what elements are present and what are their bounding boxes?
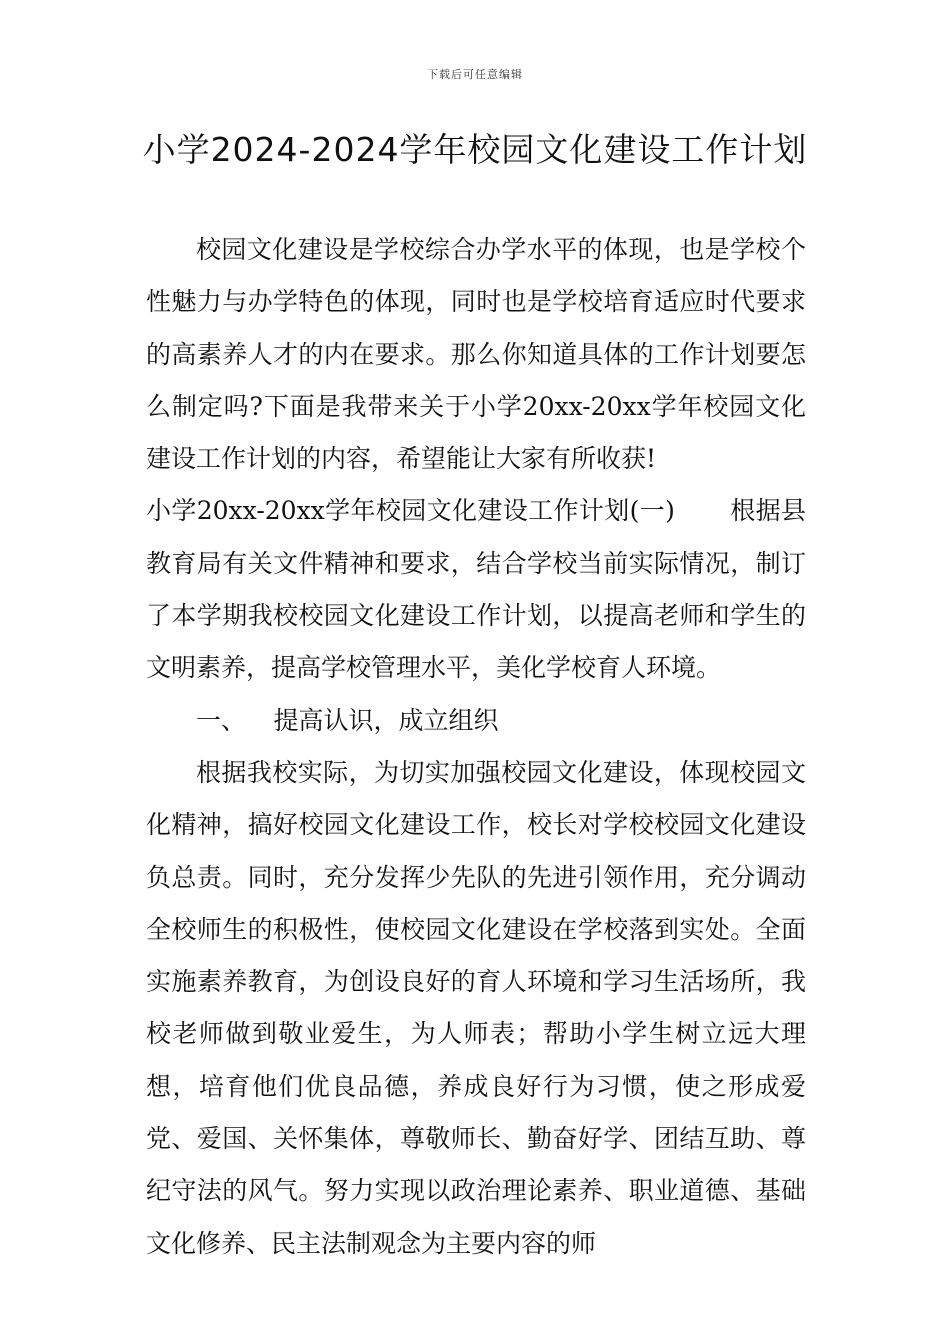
section-heading [146,695,806,747]
section-number: 一、 [196,705,247,735]
plan-heading: 小学20xx-20xx学年校园文化建设工作计划(一) [146,496,675,526]
plan-paragraph [146,485,806,694]
document-body [146,224,806,1270]
header-note: 下载后可任意编辑 [427,68,523,81]
document-title: 小学2024-2024学年校园文化建设工作计划 [142,130,808,169]
section-title: 提高认识，成立组织 [273,705,499,735]
plan-intro-text: 根据县教育局有关文件精神和要求，结合学校当前实际情况，制订了本学期我校校园文化建设工作计划，以提高老师和学生的文明素养，提高学校管理水平，美化学校育人环境。 [146,496,806,683]
intro-paragraph: 校园文化建设是学校综合办学水平的体现，也是学校个性魅力与办学特色的体现，同时也是学校培育适应时代要求的高素养人才的内在要求。那么你知道具体的工作计划要怎么制定吗?下面是我带来关于小学20xx-20xx学年校园文化建设工作计划的内容，希望能让大家有所收获! [146,235,806,474]
section-body-paragraph: 根据我校实际，为切实加强校园文化建设，体现校园文化精神，搞好校园文化建设工作，校长对学校校园文化建设负总责。同时，充分发挥少先队的先进引领作用，充分调动全校师生的积极性，使校园文化建设在学校落到实处。全面实施素养教育，为创设良好的育人环境和学习生活场所，我校老师做到敬业爱生，为人师表；帮助小学生树立远大理想，培育他们优良品德，养成良好行为习惯，使之形成爱党、爱国、关怀集体，尊敬师长、勤奋好学、团结互助、尊纪守法的风气。努力实现以政治理论素养、职业道德、基础文化修养、民主法制观念为主要内容的师 [146,757,806,1258]
